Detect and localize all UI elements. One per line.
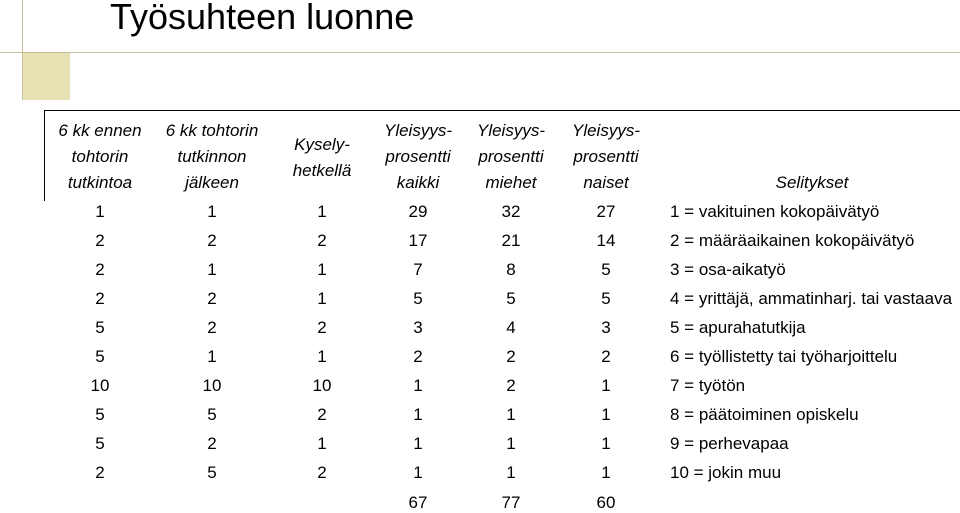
explanation-item: 6 = työllistetty tai työharjoittelu bbox=[670, 347, 898, 366]
table-cell: 1 bbox=[317, 434, 327, 453]
table-cell: 2 bbox=[413, 347, 423, 366]
table-cell: 5 bbox=[207, 463, 217, 482]
table-cell: 1 bbox=[601, 376, 611, 395]
header-survey-time-line: hetkellä bbox=[292, 161, 352, 180]
decor-square bbox=[23, 53, 70, 100]
table-cell: 1 bbox=[207, 347, 217, 366]
table-cell: 2 bbox=[95, 289, 105, 308]
explanation-item: 7 = työtön bbox=[670, 376, 746, 395]
total-cell: 67 bbox=[408, 493, 428, 512]
table-cell: 10 bbox=[312, 376, 332, 395]
header-after-degree-line: jälkeen bbox=[185, 173, 239, 192]
table-cell: 1 bbox=[413, 405, 423, 424]
table-cell: 10 bbox=[202, 376, 222, 395]
table-cell: 2 bbox=[95, 231, 105, 250]
table-cell: 1 bbox=[601, 434, 611, 453]
table-cell: 1 bbox=[207, 202, 217, 221]
table-cell: 5 bbox=[95, 318, 105, 337]
header-pct-men-line: miehet bbox=[485, 173, 537, 192]
table-cell: 2 bbox=[317, 405, 327, 424]
header-pct-all-line: prosentti bbox=[385, 147, 451, 166]
explanation-item: 2 = määräaikainen kokopäivätyö bbox=[670, 231, 915, 250]
table-cell: 5 bbox=[95, 347, 105, 366]
table-cell: 32 bbox=[501, 202, 521, 221]
table-cell: 1 bbox=[601, 405, 611, 424]
table-cell: 5 bbox=[601, 289, 611, 308]
table-cell: 1 bbox=[207, 260, 217, 279]
explanation-item: 5 = apurahatutkija bbox=[670, 318, 806, 337]
explanation-item: 3 = osa-aikatyö bbox=[670, 260, 786, 279]
table-cell: 2 bbox=[207, 318, 217, 337]
table-cell: 2 bbox=[317, 463, 327, 482]
explanation-item: 1 = vakituinen kokopäivätyö bbox=[670, 202, 880, 221]
table-cell: 5 bbox=[95, 434, 105, 453]
table-cell: 2 bbox=[506, 376, 516, 395]
table-cell: 2 bbox=[207, 289, 217, 308]
table-cell: 21 bbox=[501, 231, 521, 250]
explanation-item: 9 = perhevapaa bbox=[670, 434, 789, 453]
table-cell: 5 bbox=[413, 289, 423, 308]
table-cell: 1 bbox=[317, 260, 327, 279]
header-pct-men-line: prosentti bbox=[478, 147, 544, 166]
header-pct-men-line: Yleisyys- bbox=[476, 121, 545, 140]
table-cell: 2 bbox=[95, 260, 105, 279]
table-cell: 10 bbox=[90, 376, 110, 395]
header-pct-all-line: Yleisyys- bbox=[383, 121, 452, 140]
table-cell: 5 bbox=[207, 405, 217, 424]
header-after-degree-line: tutkinnon bbox=[177, 147, 247, 166]
table-cell: 2 bbox=[506, 347, 516, 366]
explanation-item: 10 = jokin muu bbox=[670, 463, 782, 482]
table-cell: 1 bbox=[95, 202, 105, 221]
table-cell: 2 bbox=[95, 463, 105, 482]
header-pct-women-line: prosentti bbox=[573, 147, 639, 166]
table-cell: 7 bbox=[413, 260, 423, 279]
decor-horizontal-line bbox=[0, 52, 960, 53]
table-cell: 29 bbox=[408, 202, 428, 221]
table-cell: 27 bbox=[596, 202, 616, 221]
table-cell: 2 bbox=[207, 231, 217, 250]
table-cell: 2 bbox=[601, 347, 611, 366]
table-cell: 1 bbox=[317, 289, 327, 308]
table-cell: 4 bbox=[506, 318, 516, 337]
total-cell: 60 bbox=[596, 493, 616, 512]
table-cell: 1 bbox=[413, 463, 423, 482]
table-cell: 1 bbox=[506, 463, 516, 482]
table-cell: 8 bbox=[506, 260, 516, 279]
header-pct-women-line: Yleisyys- bbox=[571, 121, 640, 140]
table-cell: 1 bbox=[506, 405, 516, 424]
table-cell: 3 bbox=[601, 318, 611, 337]
table-cell: 1 bbox=[506, 434, 516, 453]
header-before-degree-line: tutkintoa bbox=[67, 173, 133, 192]
table-cell: 5 bbox=[506, 289, 516, 308]
slide-title: Työsuhteen luonne bbox=[110, 0, 415, 37]
table-cell: 17 bbox=[408, 231, 428, 250]
table-cell: 2 bbox=[317, 231, 327, 250]
header-pct-all-line: kaikki bbox=[396, 173, 440, 192]
table-cell: 1 bbox=[317, 202, 327, 221]
table-cell: 1 bbox=[601, 463, 611, 482]
table-cell: 2 bbox=[207, 434, 217, 453]
explanation-item: 4 = yrittäjä, ammatinharj. tai vastaava bbox=[670, 289, 953, 308]
header-pct-women-line: naiset bbox=[583, 173, 629, 192]
total-cell: 77 bbox=[501, 493, 521, 512]
table-cell: 1 bbox=[317, 347, 327, 366]
table-cell: 5 bbox=[95, 405, 105, 424]
header-after-degree-line: 6 kk tohtorin bbox=[165, 121, 259, 140]
table-cell: 1 bbox=[413, 376, 423, 395]
table-cell: 1 bbox=[413, 434, 423, 453]
table-cell: 5 bbox=[601, 260, 611, 279]
table-cell: 3 bbox=[413, 318, 423, 337]
table-cell: 14 bbox=[596, 231, 616, 250]
header-before-degree-line: 6 kk ennen bbox=[58, 121, 142, 140]
header-before-degree-line: tohtorin bbox=[71, 147, 129, 166]
explanation-item: 8 = päätoiminen opiskelu bbox=[670, 405, 859, 424]
header-explanations-line: Selitykset bbox=[775, 173, 849, 192]
table-cell: 2 bbox=[317, 318, 327, 337]
header-survey-time-line: Kysely- bbox=[294, 135, 350, 154]
